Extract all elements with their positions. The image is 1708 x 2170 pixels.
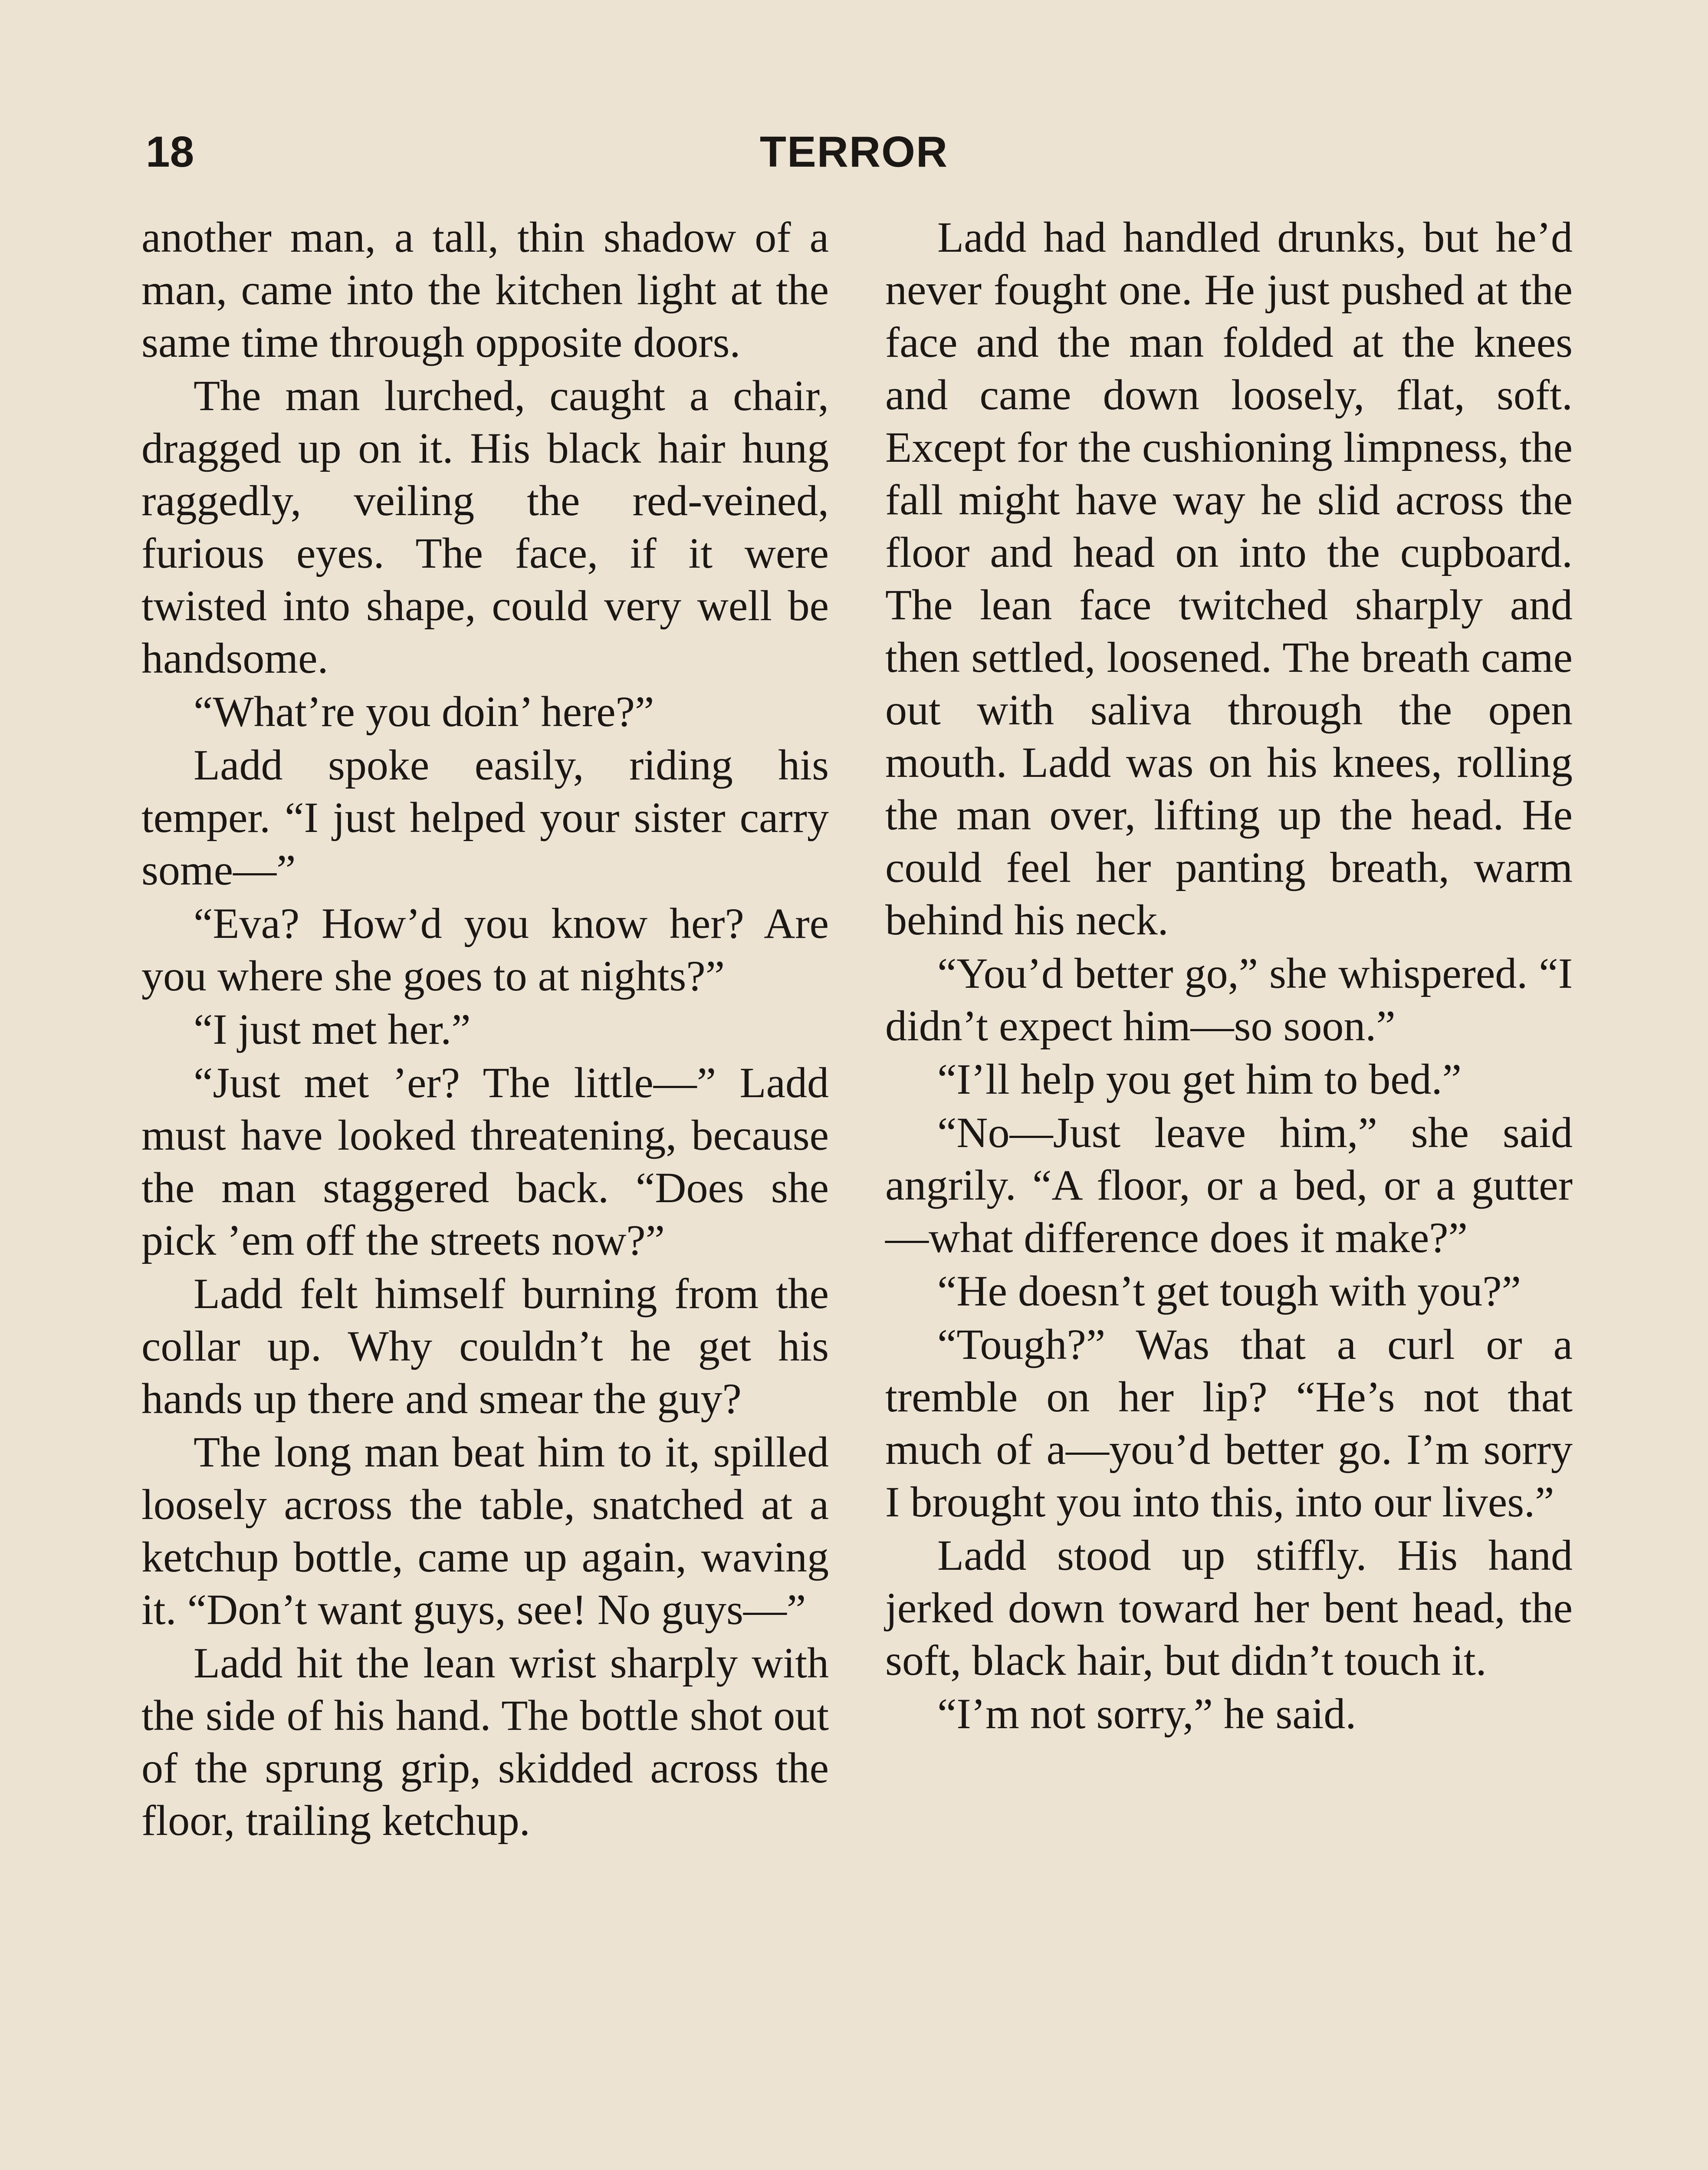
- right-column: [885, 211, 1573, 1741]
- running-head: TERROR: [759, 128, 949, 176]
- paragraph: “Eva? How’d you know her? Are you where she goes to at nights?”: [141, 899, 829, 1000]
- paragraph: Ladd spoke easily, riding his temper. “I just helped your sister carry some—”: [141, 741, 829, 894]
- paragraph: “Tough?” Was that a curl or a tremble on her lip? “He’s not that much of a—you’d better go. I’m sorry I brought you into this, into our lives.”: [885, 1320, 1573, 1526]
- left-column: [141, 211, 829, 1848]
- paragraph: “Just met ’er? The little—” Ladd must have looked threatening, because the man staggered back. “Does she pick ’em off the streets now?”: [141, 1059, 829, 1264]
- paragraph: Ladd felt himself burning from the collar up. Why couldn’t he get his hands up there and smear the guy?: [141, 1269, 829, 1423]
- paragraph: “I’m not sorry,” he said.: [937, 1690, 1357, 1738]
- paragraph: “What’re you doin’ here?”: [194, 687, 654, 736]
- paragraph: “I’ll help you get him to bed.”: [937, 1055, 1462, 1103]
- paragraph: The long man beat him to it, spilled loosely across the table, snatched at a ketchup bottle, came up again, waving it. “Don’t want guys, see! No guys—”: [141, 1428, 829, 1634]
- paragraph: “I just met her.”: [194, 1005, 471, 1053]
- paragraph: another man, a tall, thin shadow of a man, came into the kitchen light at the same time through opposite doors.: [141, 213, 829, 366]
- paragraph: “You’d better go,” she whispered. “I didn’t expect him—so soon.”: [885, 949, 1573, 1050]
- paragraph: “He doesn’t get tough with you?”: [937, 1267, 1521, 1315]
- paragraph: Ladd had handled drunks, but he’d never fought one. He just pushed at the face and the man folded at the knees and came down loosely, flat, soft. Except for the cushioning limpness, the fall might have way he slid across the floor and head on into the cupboard. The lean face twitched sharply and then settled, loosened. The breath came out with saliva through the open mouth. Ladd was on his knees, rolling the man over, lifting up the head. He could feel her panting breath, warm behind his neck.: [885, 213, 1573, 944]
- paragraph: “No—Just leave him,” she said angrily. “A floor, or a bed, or a gutter—what difference does it make?”: [885, 1108, 1573, 1262]
- paragraph: Ladd hit the lean wrist sharply with the side of his hand. The bottle shot out of the sprung grip, skidded across the floor, trailing ketchup.: [141, 1639, 829, 1844]
- paragraph: Ladd stood up stiffly. His hand jerked down toward her bent head, the soft, black hair, but didn’t touch it.: [885, 1531, 1573, 1684]
- page-number: 18: [146, 128, 194, 176]
- paragraph: The man lurched, caught a chair, dragged up on it. His black hair hung raggedly, veiling the red-veined, furious eyes. The face, if it were twisted into shape, could very well be handsome.: [141, 372, 829, 682]
